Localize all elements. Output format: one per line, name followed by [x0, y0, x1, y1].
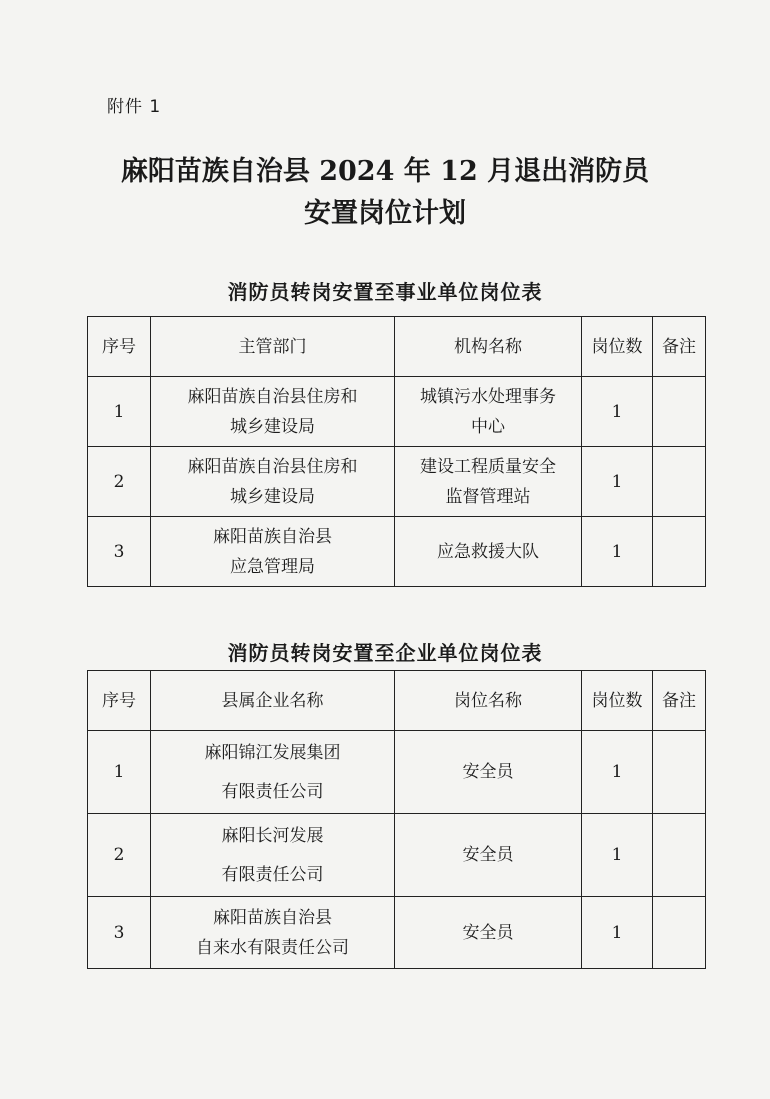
row-no: 2: [88, 447, 151, 517]
table-row: [88, 517, 706, 587]
table-header-row: [88, 671, 706, 731]
department-line-1: 麻阳苗族自治县住房和: [187, 456, 358, 477]
header-no: 序号: [88, 317, 151, 377]
row-note: [653, 377, 706, 447]
row-position: 安全员: [395, 731, 582, 814]
company-line-2: 有限责任公司: [221, 782, 324, 802]
table-row: [88, 897, 706, 969]
row-count: 1: [582, 731, 653, 814]
company-line-2: 有限责任公司: [221, 865, 324, 885]
row-count: 1: [582, 377, 653, 447]
organization-line-2: 监督管理站: [445, 486, 531, 507]
table-row: [88, 447, 706, 517]
row-note: [653, 447, 706, 517]
enterprise-positions-table: [87, 670, 706, 969]
row-department: [151, 517, 395, 587]
company-line-1: 麻阳苗族自治县: [213, 907, 332, 928]
header-no: 序号: [88, 671, 151, 731]
row-company: [151, 897, 395, 969]
row-no: 3: [88, 517, 151, 587]
company-line-2: 自来水有限责任公司: [196, 937, 349, 958]
row-no: 3: [88, 897, 151, 969]
row-count: 1: [582, 447, 653, 517]
row-department: [151, 377, 395, 447]
header-note: 备注: [653, 317, 706, 377]
department-line-2: 应急管理局: [230, 556, 315, 577]
header-position: 岗位名称: [395, 671, 582, 731]
document-title-line-1: 麻阳苗族自治县 2024 年 12 月退出消防员: [120, 156, 650, 187]
department-line-2: 城乡建设局: [230, 416, 315, 437]
header-count: 岗位数: [582, 671, 653, 731]
row-department: [151, 447, 395, 517]
row-no: 2: [88, 814, 151, 897]
table-row: [88, 731, 706, 814]
table-header-row: [88, 317, 706, 377]
table1-title: 消防员转岗安置至事业单位岗位表: [227, 280, 543, 304]
row-count: 1: [582, 814, 653, 897]
department-line-1: 麻阳苗族自治县住房和: [187, 386, 358, 407]
row-count: 1: [582, 517, 653, 587]
company-line-1: 麻阳锦江发展集团: [204, 743, 341, 763]
row-note: [653, 517, 706, 587]
row-organization: [395, 447, 582, 517]
row-position: 安全员: [395, 814, 582, 897]
row-note: [653, 814, 706, 897]
department-line-1: 麻阳苗族自治县: [213, 526, 332, 547]
row-organization: [395, 377, 582, 447]
public-institution-positions-table: [87, 316, 706, 587]
row-position: 安全员: [395, 897, 582, 969]
row-no: 1: [88, 377, 151, 447]
row-company: [151, 731, 395, 814]
row-note: [653, 897, 706, 969]
organization-line-1: 建设工程质量安全: [420, 456, 556, 477]
row-note: [653, 731, 706, 814]
header-company: 县属企业名称: [151, 671, 395, 731]
table-row: [88, 377, 706, 447]
attachment-label: 附件 1: [107, 97, 162, 117]
department-line-2: 城乡建设局: [230, 486, 315, 507]
row-no: 1: [88, 731, 151, 814]
row-organization: [395, 517, 582, 587]
header-note: 备注: [653, 671, 706, 731]
row-company: [151, 814, 395, 897]
document-title-line-2: 安置岗位计划: [304, 198, 466, 229]
header-department: 主管部门: [151, 317, 395, 377]
row-count: 1: [582, 897, 653, 969]
organization-line-2: 中心: [471, 416, 505, 437]
organization-line-1: 应急救援大队: [437, 541, 539, 562]
company-line-1: 麻阳长河发展: [221, 826, 324, 846]
organization-line-1: 城镇污水处理事务: [420, 386, 556, 407]
table-row: [88, 814, 706, 897]
header-count: 岗位数: [582, 317, 653, 377]
table2-title: 消防员转岗安置至企业单位岗位表: [227, 641, 543, 665]
header-organization: 机构名称: [395, 317, 582, 377]
